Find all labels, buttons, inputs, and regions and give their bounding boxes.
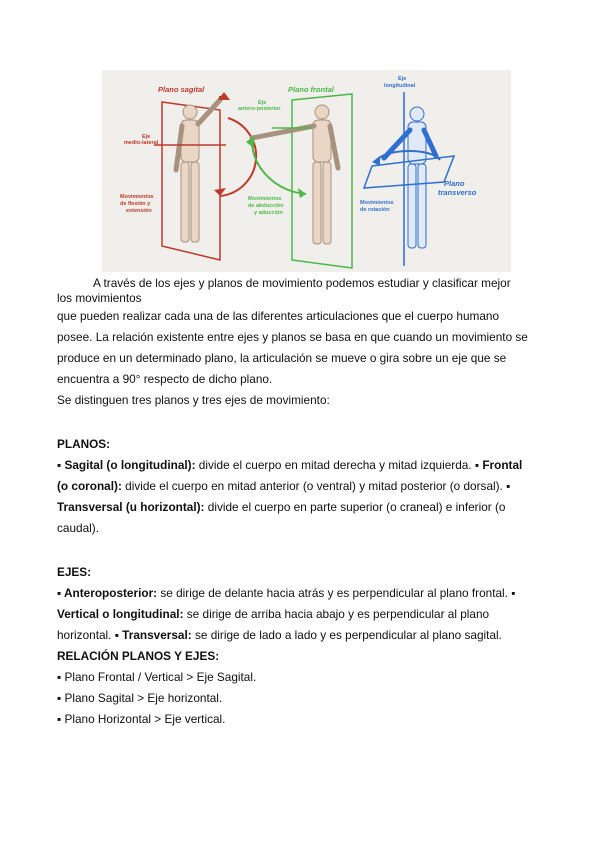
planos-section — [57, 434, 549, 539]
label-mov-rotacion-2: de rotación — [360, 207, 390, 213]
label-mov-flexion-3: extensión — [126, 208, 152, 214]
relacion-item-3: ▪ Plano Horizontal > Eje vertical. — [57, 712, 226, 726]
label-eje-antero-1: Eje — [258, 100, 267, 106]
planos-line-1: ▪ Sagital (o longitudinal): divide el cuerpo en mitad derecha y mitad izquierda. ▪ Frontal — [57, 458, 523, 472]
sagittal-figure — [154, 92, 256, 260]
planes-illustration — [102, 70, 511, 272]
ejes-section — [57, 562, 549, 646]
label-mov-abduccion-3: y aducción — [254, 210, 283, 216]
anatomical-planes-figure — [102, 70, 511, 272]
frontal-figure — [246, 94, 352, 268]
planos-line-2: (o coronal): divide el cuerpo en mitad anterior (o ventral) y mitad posterior (o dorsal). ▪ — [57, 479, 511, 493]
label-mov-abduccion-1: Movimientos — [248, 196, 282, 202]
intro-line-5: produce en un determinado plano, la articulación se mueve o gira sobre un eje que se — [57, 351, 507, 365]
relacion-section — [57, 646, 549, 730]
intro-line-6: encuentra a 90° respecto de dicho plano. — [57, 372, 273, 386]
intro-line-3: que pueden realizar cada una de las diferentes articulaciones que el cuerpo humano — [57, 309, 500, 323]
label-plano-transverso-2: transverso — [438, 188, 477, 197]
label-mov-flexion-2: de flexión y — [120, 201, 151, 207]
label-plano-sagital: Plano sagital — [158, 85, 205, 94]
label-eje-medio-lateral-2: medio-lateral — [124, 140, 159, 146]
planos-line-4: caudal). — [57, 521, 99, 535]
label-eje-medio-lateral-1: Eje — [142, 134, 151, 140]
label-eje-antero-2: antero-posterior — [238, 106, 281, 112]
relacion-heading: RELACIÓN PLANOS Y EJES: — [57, 649, 220, 663]
ejes-line-2: Vertical o longitudinal: se dirige de arriba hacia abajo y es perpendicular al plano — [57, 607, 490, 621]
intro-line-7: Se distinguen tres planos y tres ejes de movimiento: — [57, 393, 330, 407]
intro-line-4: posee. La relación existente entre ejes y planos se basa en que cuando un movimiento se — [57, 330, 528, 344]
intro-line-1: A través de los ejes y planos de movimiento podemos estudiar y clasificar mejor — [93, 276, 511, 290]
transverse-figure — [364, 92, 454, 266]
label-mov-abduccion-2: de abducción — [248, 203, 284, 209]
label-eje-longitudinal-1: Eje — [398, 76, 407, 82]
relacion-item-2: ▪ Plano Sagital > Eje horizontal. — [57, 691, 223, 705]
intro-line-2: los movimientos — [57, 291, 142, 305]
label-eje-longitudinal-2: longitudinal — [384, 83, 416, 89]
ejes-line-1: ▪ Anteroposterior: se dirige de delante hacia atrás y es perpendicular al plano frontal. ▪ — [57, 586, 516, 600]
planos-heading: PLANOS: — [57, 437, 111, 451]
ejes-heading: EJES: — [57, 565, 92, 579]
relacion-item-1: ▪ Plano Frontal / Vertical > Eje Sagital. — [57, 670, 257, 684]
label-mov-flexion-1: Movimientos — [120, 194, 154, 200]
label-plano-transverso-1: Plano — [444, 179, 465, 188]
label-mov-rotacion-1: Movimientos — [360, 200, 394, 206]
ejes-line-3: horizontal. ▪ Transversal: se dirige de lado a lado y es perpendicular al plano sagital. — [57, 628, 502, 642]
label-plano-frontal: Plano frontal — [288, 85, 334, 94]
planos-line-3: Transversal (u horizontal): divide el cuerpo en parte superior (o craneal) e inferior (o — [57, 500, 506, 514]
intro-paragraph — [57, 276, 549, 411]
